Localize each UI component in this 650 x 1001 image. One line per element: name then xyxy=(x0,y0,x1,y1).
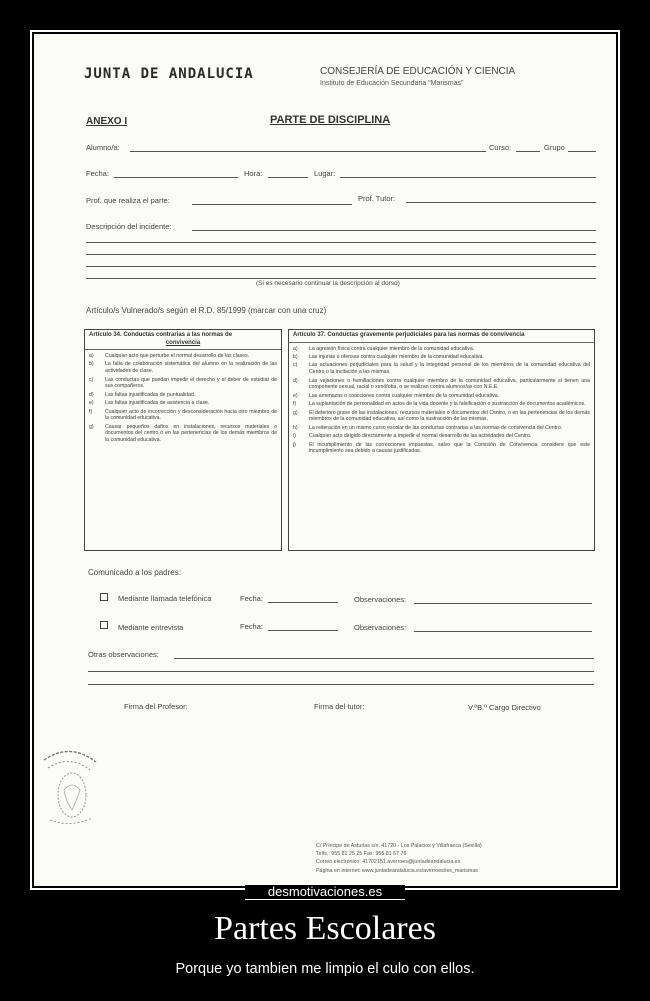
org-name: JUNTA DE ANDALUCIA xyxy=(84,66,254,82)
item-text: La suplantación de personalidad en actos de la vida docente y la falsificación o sustracción de documentos académicos. xyxy=(309,401,586,408)
fecha-line xyxy=(114,177,238,178)
lugar-label: Lugar: xyxy=(314,169,336,178)
item-text: Las faltas injustificadas de asistencia a clase. xyxy=(105,400,210,407)
prof-label: Prof. que realiza el parte: xyxy=(86,196,170,205)
consejeria-name: CONSEJERÍA DE EDUCACIÓN Y CIENCIA xyxy=(320,66,516,77)
desc-line-3 xyxy=(86,254,596,255)
curso-label: Curso: xyxy=(489,143,512,152)
padres-label: Comunicado a los padres: xyxy=(88,568,181,577)
item-key: f) xyxy=(293,401,297,408)
list-item xyxy=(293,354,590,361)
desc-line-4 xyxy=(86,266,596,267)
discipline-form xyxy=(34,34,616,886)
item-key: c) xyxy=(293,362,298,369)
phone-option-label: Mediante llamada telefónica xyxy=(118,594,212,603)
interview-fecha-line xyxy=(268,630,338,631)
institute-name: Instituto de Educación Secundaria "Marismas" xyxy=(320,80,464,87)
address-line-1: C/ Príncipe de Asturias s/n. 41720 - Los Palacios y Villafranca (Sevilla) xyxy=(316,843,482,849)
article-34-header xyxy=(85,330,281,350)
list-item xyxy=(89,377,277,390)
lugar-line xyxy=(340,177,596,178)
item-text: Cualquier acto que perturbe el normal desarrollo de las clases. xyxy=(105,353,250,359)
signature-tutor: Firma del tutor: xyxy=(314,702,365,711)
fecha-label: Fecha: xyxy=(86,169,109,178)
interview-option-label: Mediante entrevista xyxy=(118,623,184,632)
list-item xyxy=(89,392,277,399)
list-item xyxy=(89,424,277,444)
item-key: e) xyxy=(293,392,298,399)
item-text: La agresión física contra cualquier miembro de la comunidad educativa. xyxy=(309,345,475,352)
list-item xyxy=(293,433,590,440)
item-key: h) xyxy=(293,424,298,431)
item-key: c) xyxy=(89,376,94,383)
item-key: d) xyxy=(293,377,298,384)
address-line-2: Telfs.: 955 81 25 25 Fax: 955 81 67 76 xyxy=(316,851,407,858)
item-text: El incumplimiento de las correcciones impuestas, salvo que la Comisión de Convivencia considere que este incumplimiento sea debido a causas justificadas. xyxy=(309,441,590,455)
item-key: a) xyxy=(89,353,94,359)
item-text: Las injurias u ofensas contra cualquier miembro de la comunidad educativa. xyxy=(309,353,484,360)
form-title: PARTE DE DISCIPLINA xyxy=(270,114,391,126)
signature-director: V.ºB.º Cargo Directivo xyxy=(468,703,541,712)
item-text: La falta de colaboración sistemática del alumno en la realización de las actividades de clase. xyxy=(105,361,277,375)
descripcion-label: Descripción del incidente: xyxy=(86,222,172,231)
list-item xyxy=(293,378,590,391)
articulos-label: Artículo/s Vulnerado/s según el R.D. 85/1999 (marcar con una cruz) xyxy=(86,306,327,315)
otras-obs-label: Otras observaciones: xyxy=(88,650,159,659)
signature-professor: Firma del Profesor: xyxy=(124,702,188,711)
article-37-list xyxy=(289,343,594,455)
desc-line-5 xyxy=(86,278,596,279)
school-seal-stamp xyxy=(40,740,100,830)
site-logo[interactable]: desmotivaciones.es xyxy=(245,885,405,900)
item-key: b) xyxy=(293,353,298,360)
item-text: Las actuaciones perjudiciales para la salud y la integridad personal de los miembros de la comunidad educativa del Centro o la incitación a las mismas. xyxy=(309,362,590,376)
list-item xyxy=(293,425,590,432)
description-note: (Si es necesario continuar la descripción al dorso) xyxy=(256,280,400,287)
list-item xyxy=(293,393,590,400)
otras-line-3 xyxy=(88,684,594,685)
poster-subtitle: Porque yo tambien me limpio el culo con ellos. xyxy=(175,961,475,977)
list-item xyxy=(293,410,590,423)
interview-obs-label: Observaciones: xyxy=(354,623,407,632)
item-key: e) xyxy=(89,400,94,407)
item-key: d) xyxy=(89,391,94,398)
tutor-line xyxy=(406,202,596,203)
item-key: b) xyxy=(89,361,94,368)
item-key: f) xyxy=(89,408,93,415)
list-item xyxy=(89,361,277,374)
article-34-list xyxy=(85,350,281,444)
alumno-line xyxy=(130,151,486,152)
item-text: Causar pequeños daños en instalaciones, recursos materiales o documentos del centro o en las pertenencias de los demás miembros de la comunidad educativa. xyxy=(105,423,277,443)
interview-fecha-label: Fecha: xyxy=(240,622,263,631)
school-address xyxy=(316,842,482,875)
article-34-title: Artículo 34. Conductas contrarias a las normas de xyxy=(89,332,233,338)
curso-line xyxy=(516,151,540,152)
address-line-4: Página en internet: www.juntadeandalucia.es/averroes/ies_marismas xyxy=(316,867,478,874)
list-item xyxy=(293,346,590,353)
item-text: Las amenazas o coacciones contra cualquier miembro de la comunidad educativa. xyxy=(309,392,500,399)
address-line-3: Correo electrónico: 41702151.averroes@juntadeandalucia.es xyxy=(316,859,461,866)
list-item xyxy=(293,442,590,455)
article-34-subtitle: convivencia xyxy=(165,339,201,346)
article-37-header: Artículo 37. Conductas gravemente perjudiciales para las normas de convivencia xyxy=(289,330,594,343)
list-item xyxy=(89,409,277,422)
phone-fecha-label: Fecha: xyxy=(240,594,263,603)
article-37-box xyxy=(288,329,595,551)
tutor-label: Prof. Tutor: xyxy=(358,194,396,203)
item-key: g) xyxy=(293,409,298,416)
interview-checkbox[interactable] xyxy=(100,621,108,629)
item-text: Las conductas que puedan impedir el derecho y el deber de estudiar de sus compañeros. xyxy=(105,376,277,390)
desc-line-2 xyxy=(86,242,596,243)
otras-line-1 xyxy=(174,658,594,659)
item-key: i) xyxy=(293,433,296,440)
item-text: Cualquier acto dirigido directamente a impedir el normal desarrollo de las actividades del Centro. xyxy=(309,433,532,440)
prof-line xyxy=(192,204,352,205)
hora-line xyxy=(268,177,308,178)
item-text: El deterioro grave de las instalaciones, recursos materiales o documentos del Centro, o en las pertenencias de los demás miembros de la comunidad educativa, así como la sustracción de las mismas. xyxy=(309,409,590,423)
list-item xyxy=(89,353,277,360)
list-item xyxy=(293,362,590,375)
phone-checkbox[interactable] xyxy=(100,593,108,601)
item-key: j) xyxy=(293,441,296,448)
item-text: La reiteración en un mismo curso escolar de las conductas contrarias a las normas de convivencia del Centro. xyxy=(309,424,563,431)
item-text: Las faltas injustificadas de puntualidad. xyxy=(105,391,196,398)
list-item xyxy=(89,400,277,407)
otras-line-2 xyxy=(88,671,594,672)
list-item xyxy=(293,401,590,408)
poster-title: Partes Escolares xyxy=(214,910,436,947)
phone-fecha-line xyxy=(268,602,338,603)
hora-label: Hora: xyxy=(244,169,263,178)
alumno-label: Alumno/a: xyxy=(86,143,120,152)
item-text: Las vejaciones o humillaciones contra cualquier miembro de la comunidad educativa, particularmente si tienen una componente sexual, racial o xenófoba, o se realizan contra alumnos/as con N.E.E. xyxy=(309,377,590,391)
interview-obs-line xyxy=(414,631,592,632)
grupo-label: Grupo xyxy=(544,143,565,152)
item-key: a) xyxy=(293,345,298,352)
article-34-box xyxy=(84,329,282,551)
item-text: Cualquier acto de incorrección y desconsideración hacia otro miembro de la comunidad educativa. xyxy=(105,408,277,422)
grupo-line xyxy=(568,151,596,152)
phone-obs-line xyxy=(414,603,592,604)
anexo-label: ANEXO I xyxy=(86,116,128,127)
item-key: g) xyxy=(89,423,94,430)
phone-obs-label: Observaciones: xyxy=(354,595,407,604)
desc-line-1 xyxy=(192,230,596,231)
